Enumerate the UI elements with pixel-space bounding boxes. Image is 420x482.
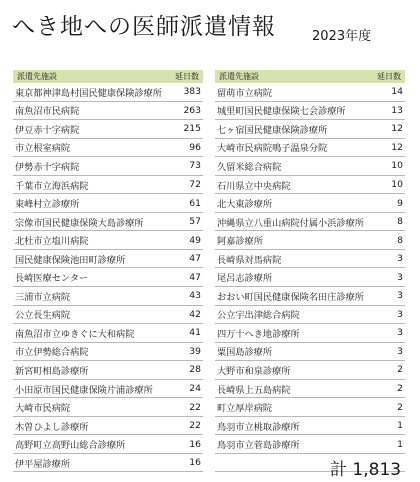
- dispatch-days: 383: [183, 86, 201, 98]
- dispatch-days: 16: [189, 438, 201, 450]
- table-row: [215, 157, 405, 176]
- facility-name: 市立根室病院: [15, 143, 71, 155]
- dispatch-days: 3: [397, 290, 403, 302]
- table-row: [215, 139, 405, 158]
- dispatch-days: 41: [189, 327, 201, 339]
- facility-name: おおい町国民健康保険名田庄診療所: [217, 291, 364, 303]
- facility-name: 新宮町相島診療所: [15, 365, 89, 377]
- dispatch-days: 47: [189, 271, 201, 283]
- dispatch-days: 22: [189, 420, 201, 432]
- table-row: [13, 231, 203, 250]
- facility-name: 宗像市国民健康保険大島診療所: [15, 217, 144, 229]
- table-row: [215, 250, 405, 269]
- header: [12, 8, 412, 48]
- facility-name: 南魚沼市立ゆきぐに大和病院: [15, 328, 135, 340]
- facility-name: 伊勢赤十字病院: [15, 161, 80, 173]
- facility-name: 東峰村立診療所: [15, 199, 80, 211]
- facility-name: 七ヶ宿国民健康保険診療所: [217, 124, 328, 136]
- table-row: [13, 324, 203, 343]
- table-row: [215, 194, 405, 213]
- table-row: [215, 343, 405, 362]
- facility-name: 高野町立高野山総合診療所: [15, 440, 126, 452]
- table-row: [13, 102, 203, 121]
- facility-name: 粟国島診療所: [217, 347, 273, 359]
- table-row: [13, 361, 203, 380]
- facility-name: 沖縄県立八重山病院付属小浜診療所: [217, 217, 364, 229]
- facility-name: 町立厚岸病院: [217, 403, 273, 415]
- dispatch-days: 13: [391, 104, 403, 116]
- facility-name: 城里町国民健康保険七会診療所: [217, 106, 346, 118]
- table-row: [215, 287, 405, 306]
- dispatch-days: 24: [189, 383, 201, 395]
- table-row: [13, 306, 203, 325]
- facility-name: 小田原市国民健康保険片浦診療所: [15, 384, 153, 396]
- table-row: [215, 102, 405, 121]
- table-row: [13, 120, 203, 139]
- dispatch-days: 263: [183, 104, 201, 116]
- dispatch-days: 1: [397, 420, 403, 432]
- facility-name: 伊平屋診療所: [15, 458, 71, 470]
- dispatch-days: 3: [397, 327, 403, 339]
- dispatch-days: 57: [189, 216, 201, 228]
- table-row: [13, 139, 203, 158]
- days-column-header: 延日数: [175, 72, 199, 81]
- facility-column-header: 派遣先施設: [17, 72, 57, 81]
- table-row: [13, 83, 203, 102]
- facility-name: 木曽ひよし診療所: [15, 421, 89, 433]
- facility-name: 長崎県上五島病院: [217, 384, 291, 396]
- dispatch-days: 39: [189, 345, 201, 357]
- facility-name: 北杜市立塩川病院: [15, 236, 89, 248]
- facility-name: 公立長生病院: [15, 310, 71, 322]
- table-row: [13, 250, 203, 269]
- dispatch-days: 3: [397, 253, 403, 265]
- facility-name: 千葉市立海浜病院: [15, 180, 89, 192]
- table-row: [215, 83, 405, 102]
- facility-name: 久留米総合病院: [217, 161, 282, 173]
- dispatch-days: 1: [397, 438, 403, 450]
- facility-name: 大崎市民病院: [15, 403, 71, 415]
- table-row: [13, 287, 203, 306]
- facility-name: 石川県立中央病院: [217, 180, 291, 192]
- dispatch-days: 3: [397, 345, 403, 357]
- dispatch-days: 9: [397, 197, 403, 209]
- facility-name: 南魚沼市民病院: [15, 106, 80, 118]
- facility-name: 市立伊勢総合病院: [15, 347, 89, 359]
- facility-name: 三浦市立病院: [15, 291, 71, 303]
- dispatch-days: 10: [391, 160, 403, 172]
- table-row: [215, 306, 405, 325]
- dispatch-days: 22: [189, 401, 201, 413]
- dispatch-days: 43: [189, 290, 201, 302]
- dispatch-days: 3: [397, 271, 403, 283]
- dispatch-days: 61: [189, 197, 201, 209]
- dispatch-days: 2: [397, 383, 403, 395]
- table-row: [13, 213, 203, 232]
- table-row: [13, 454, 203, 473]
- facility-name: 公立宇出津総合病院: [217, 310, 300, 322]
- table-row: [13, 380, 203, 399]
- dispatch-days: 14: [391, 86, 403, 98]
- table-row: [13, 435, 203, 454]
- page-title: へき地への医師派遣情報: [12, 14, 276, 40]
- dispatch-table-right: [215, 70, 405, 472]
- table-row: [215, 324, 405, 343]
- facility-name: 東京都神津島村国民健康保険診療所: [15, 87, 162, 99]
- table-header: [13, 70, 203, 83]
- table-row: [215, 268, 405, 287]
- facility-name: 大野市和泉診療所: [217, 365, 291, 377]
- facility-name: 尾呂志診療所: [217, 273, 273, 285]
- dispatch-days: 28: [189, 364, 201, 376]
- table-row: [13, 157, 203, 176]
- table-row: [215, 361, 405, 380]
- table-row: [13, 343, 203, 362]
- table-row: [13, 417, 203, 436]
- dispatch-days: 12: [391, 123, 403, 135]
- facility-name: 北大東診療所: [217, 199, 273, 211]
- table-row: [13, 398, 203, 417]
- dispatch-days: 96: [189, 141, 201, 153]
- facility-name: 伊豆赤十字病院: [15, 124, 80, 136]
- facility-name: 国民健康保険池田町診療所: [15, 254, 126, 266]
- table-row: [215, 120, 405, 139]
- table-row: [215, 417, 405, 436]
- dispatch-days: 8: [397, 216, 403, 228]
- dispatch-days: 72: [189, 179, 201, 190]
- dispatch-days: 10: [391, 179, 403, 190]
- days-column-header: 延日数: [377, 72, 401, 81]
- table-row: [215, 435, 405, 454]
- table-row: [215, 380, 405, 399]
- dispatch-days: 73: [189, 160, 201, 172]
- facility-name: 留萌市立病院: [217, 87, 273, 99]
- facility-name: 阿嘉診療所: [217, 236, 263, 248]
- table-body-right: [215, 83, 405, 472]
- table-header: [215, 70, 405, 83]
- table-body-left: [13, 83, 203, 472]
- dispatch-days: 42: [189, 308, 201, 320]
- table-row: [215, 231, 405, 250]
- facility-name: 鳥羽市立菅島診療所: [217, 440, 300, 452]
- dispatch-days: 215: [183, 123, 201, 135]
- dispatch-days: 47: [189, 253, 201, 265]
- dispatch-days: 12: [391, 141, 403, 153]
- facility-name: 鳥羽市立桃取診療所: [217, 421, 300, 433]
- facility-name: 大崎市民病院鳴子温泉分院: [217, 143, 328, 155]
- dispatch-days: 2: [397, 364, 403, 376]
- facility-name: 長崎県対馬病院: [217, 254, 282, 266]
- fiscal-year: 2023年度: [312, 29, 372, 44]
- dispatch-days: 2: [397, 401, 403, 413]
- dispatch-table-left: [13, 70, 203, 472]
- table-row: [13, 194, 203, 213]
- table-row: [215, 213, 405, 232]
- table-row: [13, 176, 203, 195]
- facility-column-header: 派遣先施設: [219, 72, 259, 81]
- facility-name: 長崎医療センター: [15, 273, 89, 285]
- table-row: [215, 176, 405, 195]
- table-row: [215, 398, 405, 417]
- table-row: [13, 268, 203, 287]
- dispatch-days: 8: [397, 234, 403, 246]
- facility-name: 四万十へき地診療所: [217, 328, 300, 340]
- dispatch-days: 16: [189, 457, 201, 469]
- dispatch-days: 3: [397, 308, 403, 320]
- total-count: 計 1,813: [330, 460, 402, 480]
- dispatch-days: 49: [189, 234, 201, 246]
